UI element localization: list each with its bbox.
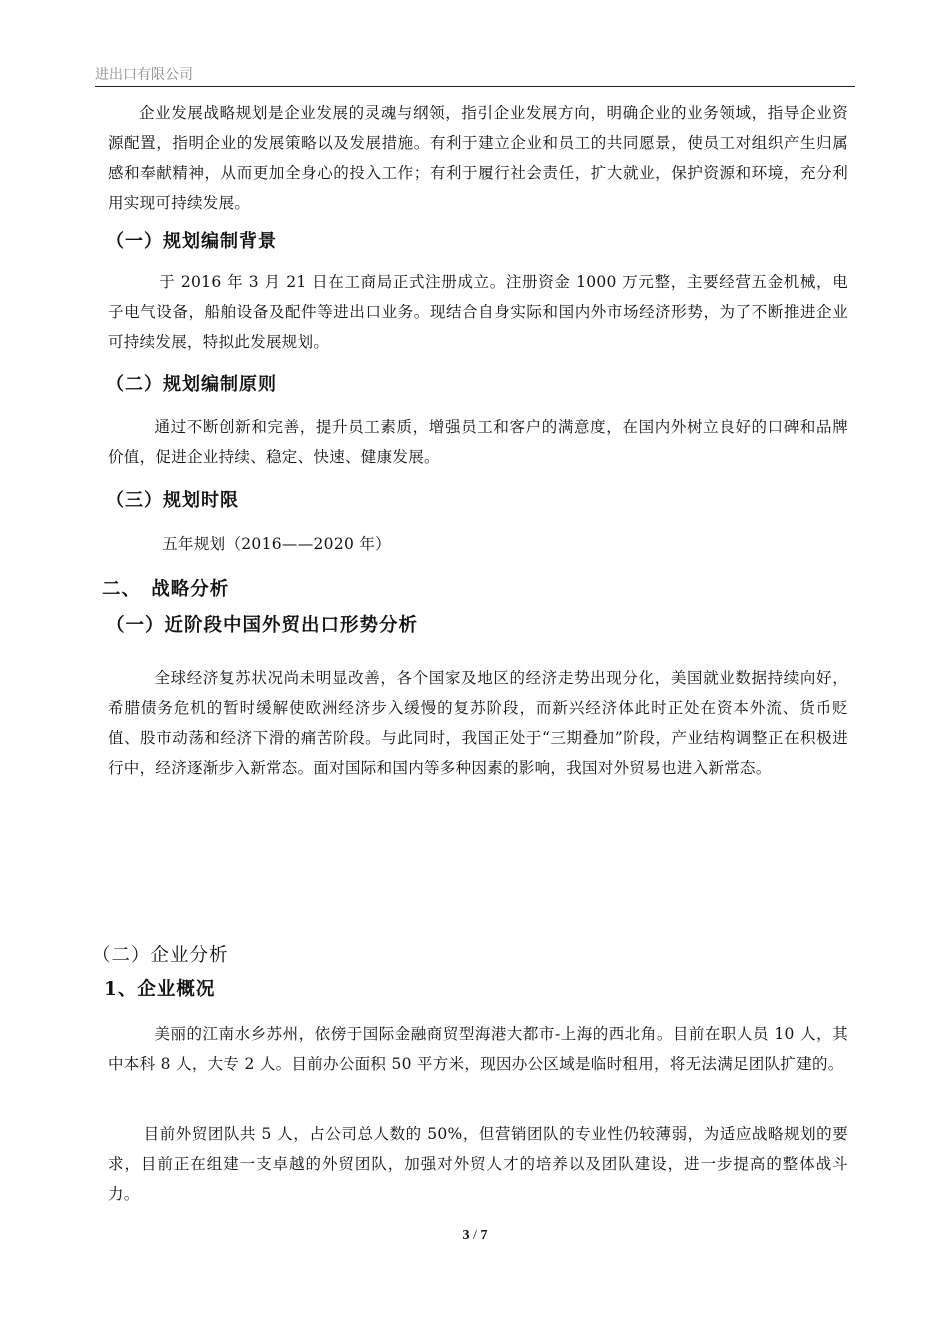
page-separator: /	[473, 1228, 477, 1243]
background-block	[108, 267, 848, 357]
header-rule	[95, 86, 855, 87]
team-block	[108, 1119, 848, 1209]
section-heading-principles: （二）规划编制原则	[106, 374, 277, 395]
section-heading-background: （一）规划编制背景	[106, 231, 277, 252]
page-footer	[0, 1228, 950, 1244]
section-heading-enterprise-analysis: （二）企业分析	[92, 945, 229, 966]
principles-block	[108, 412, 848, 472]
intro-block	[108, 98, 848, 218]
intro-paragraph: 企业发展战略规划是企业发展的灵魂与纲领，指引企业发展方向，明确企业的业务领域，指导企业资源配置，指明企业的发展策略以及发展措施。有利于建立企业和员工的共同愿景，使员工对组织产生归属感和奉献精神，从而更加全身心的投入工作；有利于履行社会责任，扩大就业，保护资源和环境，充分利用实现可持续发展。	[108, 104, 848, 212]
trade-situation-block	[108, 663, 848, 783]
section-heading-trade-situation: （一）近阶段中国外贸出口形势分析	[106, 615, 419, 636]
principles-paragraph: 通过不断创新和完善，提升员工素质，增强员工和客户的满意度，在国内外树立良好的口碑和品牌价值，促进企业持续、稳定、快速、健康发展。	[108, 418, 848, 466]
overview-paragraph-1: 美丽的江南水乡苏州，依傍于国际金融商贸型海港大都市-上海的西北角。目前在职人员 10 人，其中本科 8 人，大专 2 人。目前办公面积 50 平方米，现因办公区域是临时租用，将无法满足团队扩建的。	[108, 1025, 848, 1073]
overview-block	[108, 1019, 848, 1079]
trade-situation-paragraph: 全球经济复苏状况尚未明显改善，各个国家及地区的经济走势出现分化，美国就业数据持续向好，希腊债务危机的暂时缓解使欧洲经济步入缓慢的复苏阶段，而新兴经济体此时正处在资本外流、货币贬值、股市动荡和经济下滑的痛苦阶段。与此同时，我国正处于“三期叠加”阶段，产业结构调整正在积极进行中，经济逐渐步入新常态。面对国际和国内等多种因素的影响，我国对外贸易也进入新常态。	[108, 669, 848, 777]
header-company: 进出口有限公司	[95, 67, 193, 83]
page-header	[95, 66, 855, 86]
section-heading-timeframe: （三）规划时限	[106, 490, 239, 511]
timeframe-block	[108, 529, 848, 559]
overview-paragraph-2: 目前外贸团队共 5 人，占公司总人数的 50%，但营销团队的专业性仍较薄弱，为适应战略规划的要求，目前正在组建一支卓越的外贸团队，加强对外贸人才的培养以及团队建设，进一步提高的整体战斗力。	[108, 1125, 848, 1203]
page-total: 7	[480, 1228, 488, 1243]
background-paragraph: 于 2016 年 3 月 21 日在工商局正式注册成立。注册资金 1000 万元整，主要经营五金机械，电子电气设备，船舶设备及配件等进出口业务。现结合自身实际和国内外市场经济形势，为了不断推进企业可持续发展，特拟此发展规划。	[108, 273, 848, 351]
timeframe-paragraph: 五年规划（2016——2020 年）	[162, 535, 391, 553]
page-number: 3	[462, 1228, 470, 1243]
subsection-heading-overview: 1、企业概况	[104, 979, 216, 1000]
chapter-heading-strategy: 二、 战略分析	[102, 579, 230, 600]
